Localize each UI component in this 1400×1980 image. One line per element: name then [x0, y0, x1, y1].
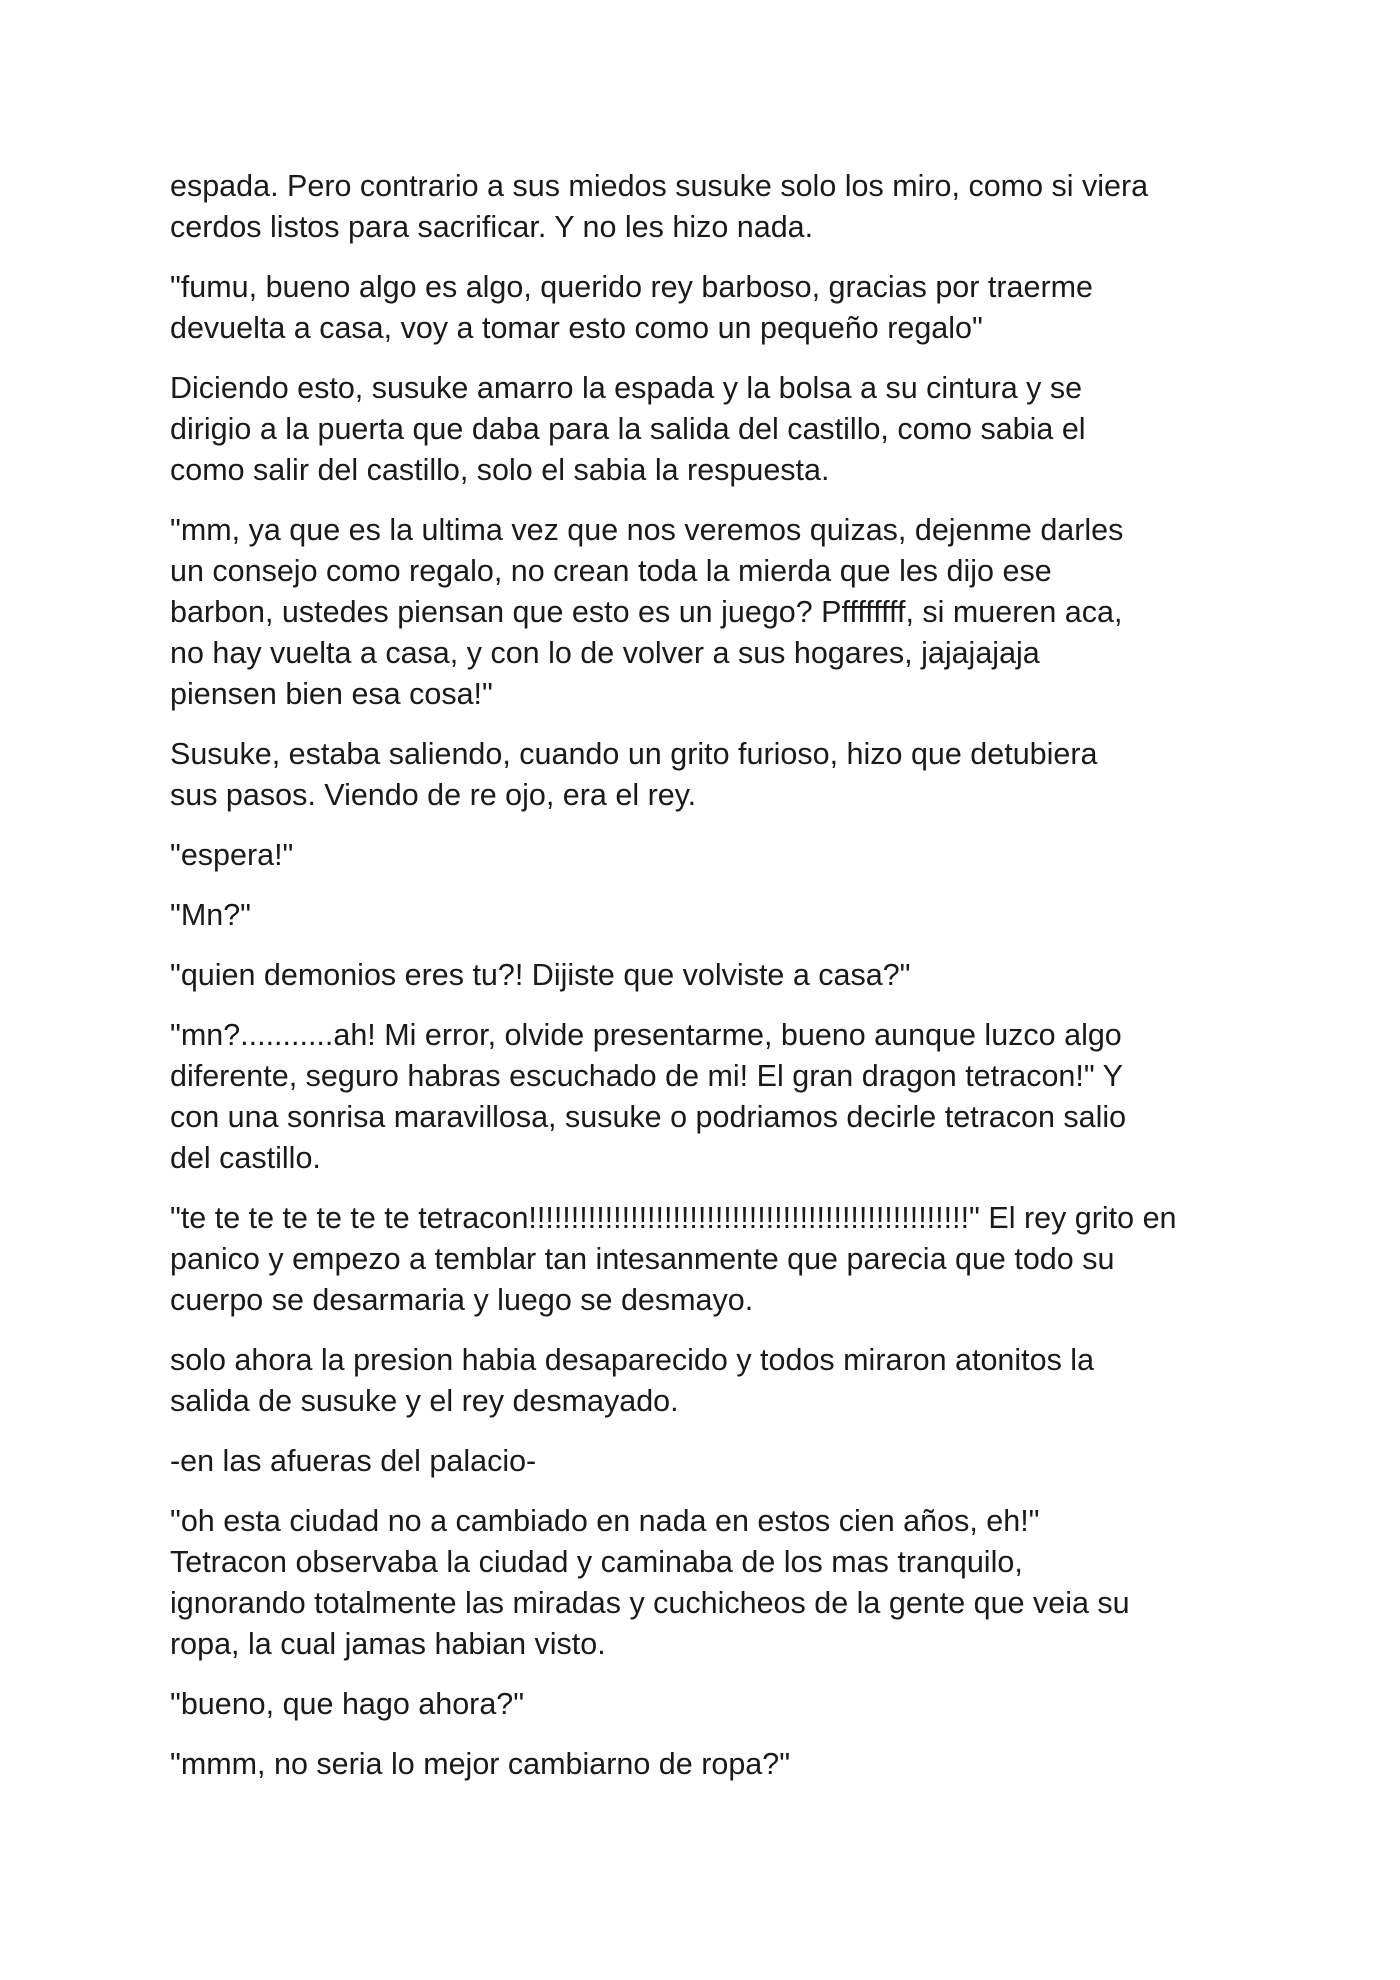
paragraph-1: espada. Pero contrario a sus miedos susuke solo los miro, como si viera cerdos listos para sacrificar. Y no les hizo nada. — [170, 169, 1149, 244]
paragraph-12: -en las afueras del palacio- — [170, 1444, 537, 1478]
paragraph-10: "te te te te te te te tetracon!!!!!!!!!!!!!!!!!!!!!!!!!!!!!!!!!!!!!!!!!!!!!!!!!!!!" El rey grito en panico y empezo a temblar tan intesanmente que parecia que todo su cuerpo se desarmaria y luego se desmayo. — [170, 1201, 1177, 1317]
text-body — [170, 166, 1240, 1804]
paragraph-5: Susuke, estaba saliendo, cuando un grito furioso, hizo que detubiera sus pasos. Viendo de re ojo, era el rey. — [170, 737, 1098, 812]
paragraph-4: "mm, ya que es la ultima vez que nos veremos quizas, dejenme darles un consejo como regalo, no crean toda la mierda que les dijo ese barbon, ustedes piensan que esto es un juego? Pffffffff, si mueren aca, no hay vuelta a casa, y con lo de volver a sus hogares, jajajajaja piensen bien esa cosa!" — [170, 513, 1124, 711]
paragraph-11: solo ahora la presion habia desaparecido y todos miraron atonitos la salida de susuke y el rey desmayado. — [170, 1343, 1095, 1418]
paragraph-2: "fumu, bueno algo es algo, querido rey barboso, gracias por traerme devuelta a casa, voy a tomar esto como un pequeño regalo" — [170, 270, 1093, 345]
paragraph-3: Diciendo esto, susuke amarro la espada y la bolsa a su cintura y se dirigio a la puerta que daba para la salida del castillo, como sabia el como salir del castillo, solo el sabia la respuesta. — [170, 371, 1086, 487]
paragraph-15: "mmm, no seria lo mejor cambiarno de ropa?" — [170, 1747, 791, 1781]
paragraph-14: "bueno, que hago ahora?" — [170, 1687, 525, 1721]
paragraph-6: "espera!" — [170, 838, 294, 872]
paragraph-7: "Mn?" — [170, 898, 251, 932]
paragraph-9: "mn?...........ah! Mi error, olvide presentarme, bueno aunque luzco algo diferente, seguro habras escuchado de mi! El gran dragon tetracon!" Y con una sonrisa maravillosa, susuke o podriamos decirle tetracon salio del castillo. — [170, 1018, 1127, 1175]
paragraph-13: "oh esta ciudad no a cambiado en nada en estos cien años, eh!" Tetracon observaba la ciudad y caminaba de los mas tranquilo, ignorando totalmente las miradas y cuchicheos de la gente que veia su ropa, la cual jamas habian visto. — [170, 1504, 1130, 1661]
paragraph-8: "quien demonios eres tu?! Dijiste que volviste a casa?" — [170, 958, 911, 992]
